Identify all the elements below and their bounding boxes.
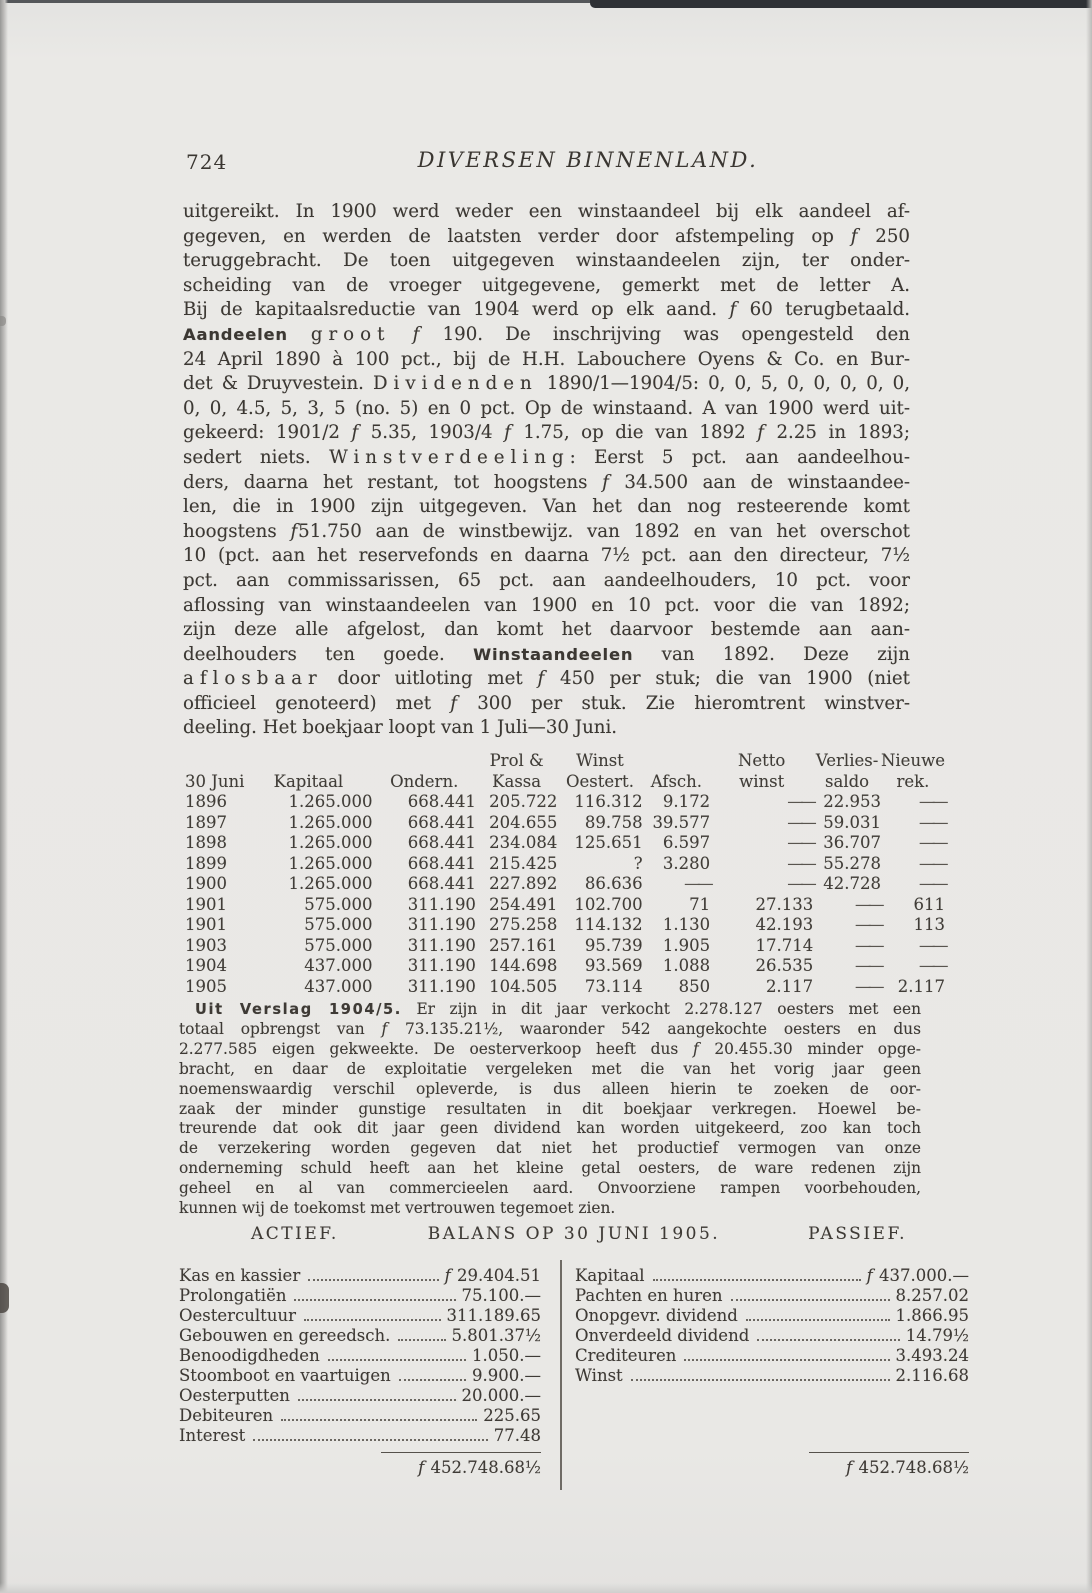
article-paragraph xyxy=(183,200,910,741)
account-label: Crediteuren xyxy=(575,1346,677,1365)
table-cell: 1.265.000 xyxy=(288,812,373,832)
balance-sheet-body xyxy=(179,1250,969,1486)
balance-row xyxy=(575,1306,969,1326)
table-cell: 125.651 xyxy=(574,833,643,852)
running-head: DIVERSEN BINNENLAND. xyxy=(417,148,759,172)
annual-report-paragraph xyxy=(179,1000,921,1219)
table-cell: 1.130 xyxy=(662,915,711,934)
text-line xyxy=(183,372,910,397)
florin-sign: f xyxy=(418,1458,425,1477)
text-line: 24 April 1890 à 100 pct., bij de H.H. Labouchere Oyens & Co. en Bur- xyxy=(183,348,910,370)
table-cell: 55.278 xyxy=(823,853,881,873)
table-row xyxy=(185,895,945,916)
spaced-term: Dividenden xyxy=(372,373,538,395)
text-line: scheiding van de vroeger uitgegevene, gemerkt met de letter A. xyxy=(183,274,910,296)
dotted-leader xyxy=(684,1359,889,1361)
text-line: treurende dat ook dit jaar geen dividend kan worden uitgekeerd, zoo kan toch xyxy=(179,1119,921,1138)
balance-row xyxy=(179,1326,541,1346)
table-cell: 2.117 xyxy=(897,976,945,996)
account-value: f 29.404.51 xyxy=(444,1266,541,1285)
balance-row xyxy=(575,1286,969,1306)
text-line: deeling. Het boekjaar loopt van 1 Juli—30 Juni. xyxy=(183,717,618,739)
table-cell: 668.441 xyxy=(407,853,476,873)
account-value: 1.050.— xyxy=(472,1346,541,1365)
text-line xyxy=(183,667,910,692)
table-cell: 437.000 xyxy=(304,956,373,975)
actief-total-value: 452.748.68½ xyxy=(430,1458,541,1477)
dotted-leader xyxy=(757,1339,900,1341)
balance-row xyxy=(179,1286,541,1306)
text-line: kunnen wij de toekomst met vertrouwen tegemoet zien. xyxy=(179,1199,616,1218)
column-header xyxy=(643,750,711,771)
table-cell: 1.265.000 xyxy=(288,874,373,893)
balance-row xyxy=(179,1306,541,1326)
table-cell: 102.700 xyxy=(574,894,643,914)
table-cell: 114.132 xyxy=(574,915,643,934)
account-value: 75.100.— xyxy=(461,1286,541,1305)
table-cell: 1903 xyxy=(185,935,227,955)
table-cell: 437.000 xyxy=(304,976,373,996)
text-line: onderneming schuld heeft aan het kleine getal oesters, de ware redenen zijn xyxy=(179,1159,921,1178)
actief-total xyxy=(179,1458,541,1477)
table-cell: 850 xyxy=(678,976,711,996)
balance-row xyxy=(575,1266,969,1286)
table-row xyxy=(185,813,945,834)
account-label: Pachten en huren xyxy=(575,1286,723,1305)
total-rule xyxy=(381,1452,541,1453)
table-cell: 95.739 xyxy=(584,935,643,955)
table-row xyxy=(185,936,945,957)
dotted-leader xyxy=(653,1279,861,1281)
passief-label: PASSIEF. xyxy=(808,1224,907,1244)
table-cell: 1898 xyxy=(185,833,227,852)
text-line: zijn deze alle afgelost, dan komt het daarvoor bestemde aan aan- xyxy=(183,619,910,641)
table-cell: 1.088 xyxy=(662,956,711,975)
table-cell: 668.441 xyxy=(407,812,476,832)
table-cell: 93.569 xyxy=(584,956,643,975)
table-cell: —— xyxy=(854,976,881,996)
column-header: rek. xyxy=(896,772,930,791)
table-body xyxy=(185,792,945,997)
text-line: totaal opbrengst van f 73.135.21½, waaronder 542 aangekochte oesters en dus xyxy=(179,1019,921,1038)
balance-row xyxy=(575,1326,969,1346)
table-cell: 59.031 xyxy=(823,812,881,832)
dotted-leader xyxy=(399,1379,466,1381)
table-cell: 575.000 xyxy=(304,935,373,955)
table-cell: 89.758 xyxy=(584,812,643,832)
table-cell: 36.707 xyxy=(823,833,881,852)
scan-mark-artifact xyxy=(0,316,6,326)
dotted-leader xyxy=(398,1339,445,1341)
text-line: len, die in 1900 zijn uitgegeven. Van het dan nog resteerende komt xyxy=(183,496,910,518)
text-segment: sedert niets. xyxy=(183,446,330,468)
table-cell: —— xyxy=(787,853,814,873)
ink-blot-artifact xyxy=(0,1283,9,1313)
table-cell: 227.892 xyxy=(489,874,558,893)
spaced-term: Winstverdeeling xyxy=(329,446,570,468)
dotted-leader xyxy=(281,1419,477,1421)
column-header: Afsch. xyxy=(650,772,703,791)
text-segment: 1890/1—1904/5: 0, 0, 5, 0, 0, 0, 0, 0, xyxy=(537,373,910,395)
table-cell: 257.161 xyxy=(489,935,558,955)
table-row xyxy=(185,874,945,895)
text-segment: door uitloting met f 450 per stuk; die van 1900 (niet xyxy=(322,668,910,690)
account-value: 3.493.24 xyxy=(895,1346,969,1365)
table-row xyxy=(185,854,945,875)
balance-row xyxy=(179,1346,541,1366)
table-cell: 73.114 xyxy=(584,976,643,996)
account-label: Debiteuren xyxy=(179,1406,274,1425)
spaced-term: aflosbaar xyxy=(183,668,323,690)
dotted-leader xyxy=(294,1299,455,1301)
table-cell: 1897 xyxy=(185,812,227,832)
table-cell: 1.905 xyxy=(662,935,711,955)
table-cell: —— xyxy=(919,935,945,955)
table-cell: 668.441 xyxy=(407,874,476,893)
account-value: f 437.000.— xyxy=(866,1266,969,1285)
table-cell: 3.280 xyxy=(662,853,711,873)
table-header-row xyxy=(185,750,945,771)
balance-row xyxy=(179,1406,541,1426)
text-line: hoogstens f51.750 aan de winstbewijz. van 1892 en van het overschot xyxy=(183,520,910,542)
bold-term: Winstaandeelen xyxy=(473,644,634,664)
table-cell: —— xyxy=(787,812,814,832)
dotted-leader xyxy=(328,1359,466,1361)
text-line xyxy=(183,643,910,668)
table-cell: —— xyxy=(919,792,945,811)
column-header xyxy=(372,750,475,771)
table-cell: 1.265.000 xyxy=(288,792,373,811)
text-segment: Er zijn in dit jaar verkocht 2.278.127 oesters met een xyxy=(401,1000,922,1018)
text-line: 2.277.585 eigen gekweekte. De oesterverkoop heeft dus f 20.455.30 minder opge- xyxy=(179,1039,922,1058)
column-header: saldo xyxy=(825,772,870,791)
text-line: 10 (pct. aan het reservefonds en daarna 7½ pct. aan den directeur, 7½ xyxy=(183,545,910,567)
account-label: Interest xyxy=(179,1426,246,1445)
scan-edge-right xyxy=(1086,0,1092,1593)
text-line: ders, daarna het restant, tot hoogstens f 34.500 aan de winstaandee- xyxy=(183,471,910,493)
table-cell: 71 xyxy=(689,894,711,914)
financial-table xyxy=(185,750,945,997)
table-cell: 311.190 xyxy=(407,915,476,934)
table-cell: 86.636 xyxy=(584,874,643,893)
table-cell: —— xyxy=(787,792,814,811)
account-label: Kapitaal xyxy=(575,1266,645,1285)
account-value: 1.866.95 xyxy=(895,1306,969,1325)
account-value: 14.79½ xyxy=(905,1326,969,1345)
dotted-leader xyxy=(298,1399,456,1401)
table-cell: 144.698 xyxy=(489,956,558,975)
table-cell: 234.084 xyxy=(489,833,558,852)
account-value: 20.000.— xyxy=(461,1386,541,1405)
table-cell: 1900 xyxy=(185,874,227,893)
text-line: gekeerd: 1901/2 f 5.35, 1903/4 f 1.75, op die van 1892 f 2.25 in 1893; xyxy=(183,422,910,444)
table-cell: 1904 xyxy=(185,956,227,975)
table-cell: 668.441 xyxy=(407,792,476,811)
table-cell: 17.714 xyxy=(755,935,814,955)
bold-term: Uit Verslag 1904/5. xyxy=(195,1001,402,1018)
table-cell: 27.133 xyxy=(755,894,814,914)
table-row xyxy=(185,956,945,977)
table-row xyxy=(185,833,945,854)
column-header: Prol & xyxy=(489,751,544,770)
balance-row xyxy=(179,1386,541,1406)
text-line: Bij de kapitaalsreductie van 1904 werd op elk aand. f 60 terugbetaald. xyxy=(183,299,910,321)
table-header-row xyxy=(185,771,945,792)
column-header: Oestert. xyxy=(566,772,634,791)
table-cell: 26.535 xyxy=(755,956,814,975)
text-line xyxy=(183,323,910,348)
actief-total-block xyxy=(179,1452,541,1477)
dotted-leader xyxy=(731,1299,890,1301)
table-cell: 575.000 xyxy=(304,915,373,934)
table-cell: 1896 xyxy=(185,792,227,811)
table-cell: 215.425 xyxy=(489,853,558,873)
account-label: Winst xyxy=(575,1366,623,1385)
passief-total-block xyxy=(575,1452,969,1477)
table-cell: —— xyxy=(919,812,945,832)
balance-sheet-header xyxy=(179,1224,969,1250)
table-cell: —— xyxy=(854,956,881,975)
table-cell: 311.190 xyxy=(407,894,476,914)
table-cell: 2.117 xyxy=(765,976,814,996)
table-cell: 42.193 xyxy=(755,915,814,934)
table-cell: 42.728 xyxy=(823,874,881,893)
account-value: 311.189.65 xyxy=(446,1306,541,1325)
table-cell: 311.190 xyxy=(407,956,476,975)
text-segment: : Eerst 5 pct. aan aandeelhou- xyxy=(569,446,910,468)
bold-term: Aandeelen xyxy=(183,324,311,344)
table-cell: —— xyxy=(854,915,881,934)
table-row xyxy=(185,977,945,998)
table-cell: 205.722 xyxy=(489,792,558,811)
text-line: zaak der minder gunstige resultaten in dit boekjaar verkregen. Hoewel be- xyxy=(179,1099,921,1118)
account-value: 2.116.68 xyxy=(895,1366,969,1385)
table-cell: 1.265.000 xyxy=(288,853,373,873)
table-cell: 1899 xyxy=(185,853,227,873)
table-cell: 22.953 xyxy=(823,792,881,811)
table-cell: —— xyxy=(684,874,711,893)
balance-row xyxy=(575,1366,969,1386)
text-segment: f 190. De inschrijving was opengesteld den xyxy=(412,323,910,345)
balance-sheet-title: BALANS OP 30 JUNI 1905. xyxy=(427,1224,721,1244)
account-label: Oesterputten xyxy=(179,1386,290,1405)
text-line xyxy=(183,446,910,471)
text-line: noemenswaardig verschil opleverde, is dus alleen hierin te zoeken de oor- xyxy=(179,1079,921,1098)
balance-row xyxy=(179,1366,541,1386)
account-value: 9.900.— xyxy=(472,1366,541,1385)
table-cell: 1905 xyxy=(185,976,227,996)
scan-edge-top-shadow xyxy=(590,0,1092,8)
account-value: 77.48 xyxy=(493,1426,541,1445)
column-header: Nieuwe xyxy=(880,751,945,770)
column-header: winst xyxy=(739,772,785,791)
column-header: Ondern. xyxy=(390,772,459,791)
table-header xyxy=(185,750,945,792)
column-header: 30 Juni xyxy=(185,772,245,791)
text-line: teruggebracht. De toen uitgegeven winstaandeelen zijn, ter onder- xyxy=(183,250,910,272)
table-cell: 611 xyxy=(913,894,945,914)
table-cell: —— xyxy=(787,874,814,893)
column-header: Verlies- xyxy=(815,751,879,770)
account-label: Kas en kassier xyxy=(179,1266,301,1285)
text-line: geheel en al van commercieelen aard. Onvoorziene rampen voorbehouden, xyxy=(179,1179,921,1198)
table-cell: 668.441 xyxy=(407,833,476,852)
dotted-leader xyxy=(746,1319,890,1321)
table-cell: 1901 xyxy=(185,894,227,914)
spaced-term: groot xyxy=(310,323,391,345)
text-line: 0, 0, 4.5, 5, 3, 5 (no. 5) en 0 pct. Op de winstaand. A van 1900 werd uit- xyxy=(183,397,910,419)
table-cell: 1.265.000 xyxy=(288,833,373,852)
table-cell: —— xyxy=(787,833,814,852)
page-number: 724 xyxy=(186,150,228,174)
account-label: Oestercultuur xyxy=(179,1306,296,1325)
text-line xyxy=(179,1000,921,1020)
text-line: officieel genoteerd) met f 300 per stuk. Zie hieromtrent winstver- xyxy=(183,692,910,714)
column-header: Netto xyxy=(737,751,786,770)
table-cell: 1901 xyxy=(185,915,227,934)
passief-column xyxy=(575,1266,969,1386)
table-cell: 9.172 xyxy=(662,792,711,811)
balance-row xyxy=(575,1346,969,1366)
text-line: uitgereikt. In 1900 werd weder een winstaandeel bij elk aandeel af- xyxy=(183,201,910,222)
account-label: Prolongatiën xyxy=(179,1286,287,1305)
table-cell: 311.190 xyxy=(407,935,476,955)
column-header: Kapitaal xyxy=(273,772,344,791)
text-line: gegeven, en werden de laatsten verder door afstempeling op f 250 xyxy=(183,225,910,247)
account-value: 5.801.37½ xyxy=(451,1326,541,1345)
column-header: Winst xyxy=(576,751,624,770)
dotted-leader xyxy=(631,1379,890,1381)
table-cell: ? xyxy=(633,853,643,873)
scan-edge-bottom xyxy=(0,1583,1092,1593)
table-row xyxy=(185,915,945,936)
table-cell: 275.258 xyxy=(489,915,558,934)
text-line: pct. aan commissarissen, 65 pct. aan aandeelhouders, 10 pct. voor xyxy=(183,569,910,591)
text-line: de verzekering worden gegeven dat niet het productief vermogen van onze xyxy=(179,1139,921,1158)
text-segment: det & Druyvestein. xyxy=(183,373,373,395)
column-header xyxy=(185,750,244,771)
table-cell: 254.491 xyxy=(489,894,558,914)
table-row xyxy=(185,792,945,813)
account-label: Benoodigdheden xyxy=(179,1346,320,1365)
account-label: Gebouwen en gereedsch. xyxy=(179,1326,391,1345)
dotted-leader xyxy=(253,1439,487,1441)
column-divider xyxy=(560,1260,562,1490)
table-cell: 39.577 xyxy=(652,812,711,832)
account-value: 8.257.02 xyxy=(895,1286,969,1305)
dotted-leader xyxy=(304,1319,441,1321)
scan-edge-left xyxy=(0,0,8,1593)
text-line: aflossing van winstaandeelen van 1900 en 10 pct. voor die van 1892; xyxy=(183,594,910,616)
florin-sign: f xyxy=(846,1458,853,1477)
passief-total-value: 452.748.68½ xyxy=(858,1458,969,1477)
column-header: Kassa xyxy=(492,772,542,791)
balance-row xyxy=(179,1426,541,1446)
account-label: Onverdeeld dividend xyxy=(575,1326,750,1345)
actief-label: ACTIEF. xyxy=(251,1224,339,1244)
table-cell: —— xyxy=(854,894,881,914)
table-cell: 116.312 xyxy=(574,792,643,811)
total-rule xyxy=(809,1452,969,1453)
table-cell: 204.655 xyxy=(489,812,558,832)
balance-row xyxy=(179,1266,541,1286)
account-label: Stoomboot en vaartuigen xyxy=(179,1366,391,1385)
dotted-leader xyxy=(308,1279,438,1281)
column-header xyxy=(244,750,372,771)
table-cell: 575.000 xyxy=(304,894,373,914)
actief-column xyxy=(179,1266,541,1446)
text-segment: deelhouders ten goede. xyxy=(183,643,474,665)
passief-total xyxy=(575,1458,969,1477)
table-cell: —— xyxy=(919,853,945,873)
text-segment: van 1892. Deze zijn xyxy=(633,643,911,665)
table-cell: 113 xyxy=(913,915,945,934)
text-line: bracht, en daar de exploitatie vergeleken met die van het vorig jaar geen xyxy=(179,1059,921,1078)
balance-sheet xyxy=(179,1224,969,1486)
table-cell: 6.597 xyxy=(662,833,711,852)
table-cell: 104.505 xyxy=(489,976,558,996)
table-cell: —— xyxy=(919,956,945,975)
table-cell: —— xyxy=(919,833,945,852)
account-label: Onopgevr. dividend xyxy=(575,1306,738,1325)
account-value: 225.65 xyxy=(483,1406,541,1425)
table-cell: —— xyxy=(854,935,881,955)
table-cell: 311.190 xyxy=(407,976,476,996)
table-cell: —— xyxy=(919,874,945,893)
